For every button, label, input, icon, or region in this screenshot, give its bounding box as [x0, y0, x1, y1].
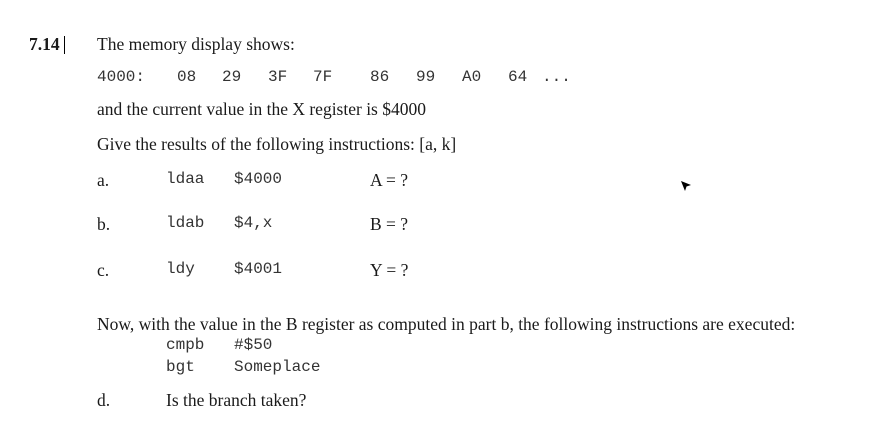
instruction-operand: $4,x — [234, 214, 273, 232]
instruction-mnemonic: ldab — [166, 214, 205, 232]
memory-byte: 3F — [268, 68, 288, 86]
result-question: B = ? — [370, 214, 409, 234]
part-d-question: Is the branch taken? — [166, 390, 307, 410]
mouse-pointer-icon — [680, 180, 692, 192]
part-label: c. — [97, 260, 110, 280]
xreg-text: and the current value in the X register is $4000 — [97, 99, 426, 119]
instruction-operand: $4001 — [234, 260, 283, 278]
instruction-mnemonic: ldy — [166, 260, 195, 278]
memory-byte: 86 — [370, 68, 390, 86]
part-label: a. — [97, 170, 110, 190]
memory-ellipsis: ... — [542, 68, 571, 86]
memory-byte: 08 — [177, 68, 197, 86]
memory-byte: 29 — [222, 68, 242, 86]
result-question: A = ? — [370, 170, 409, 190]
part-label: b. — [97, 214, 111, 234]
code-mnemonic: cmpb — [166, 336, 205, 354]
result-question: Y = ? — [370, 260, 409, 280]
code-mnemonic: bgt — [166, 358, 195, 376]
instruction-mnemonic: ldaa — [166, 170, 205, 188]
intro-text: The memory display shows: — [97, 34, 295, 54]
code-operand: Someplace — [234, 358, 321, 376]
memory-address: 4000: — [97, 68, 146, 86]
memory-byte: 64 — [508, 68, 528, 86]
code-operand: #$50 — [234, 336, 273, 354]
memory-byte: 99 — [416, 68, 436, 86]
instruction-operand: $4000 — [234, 170, 283, 188]
part-label: d. — [97, 390, 111, 410]
memory-byte: 7F — [313, 68, 333, 86]
text-cursor — [64, 36, 65, 54]
instruction-prompt: Give the results of the following instructions: [a, k] — [97, 134, 457, 154]
memory-byte: A0 — [462, 68, 482, 86]
followup-text: Now, with the value in the B register as computed in part b, the following instructions are executed: — [97, 314, 796, 334]
problem-number: 7.14 — [29, 34, 60, 54]
